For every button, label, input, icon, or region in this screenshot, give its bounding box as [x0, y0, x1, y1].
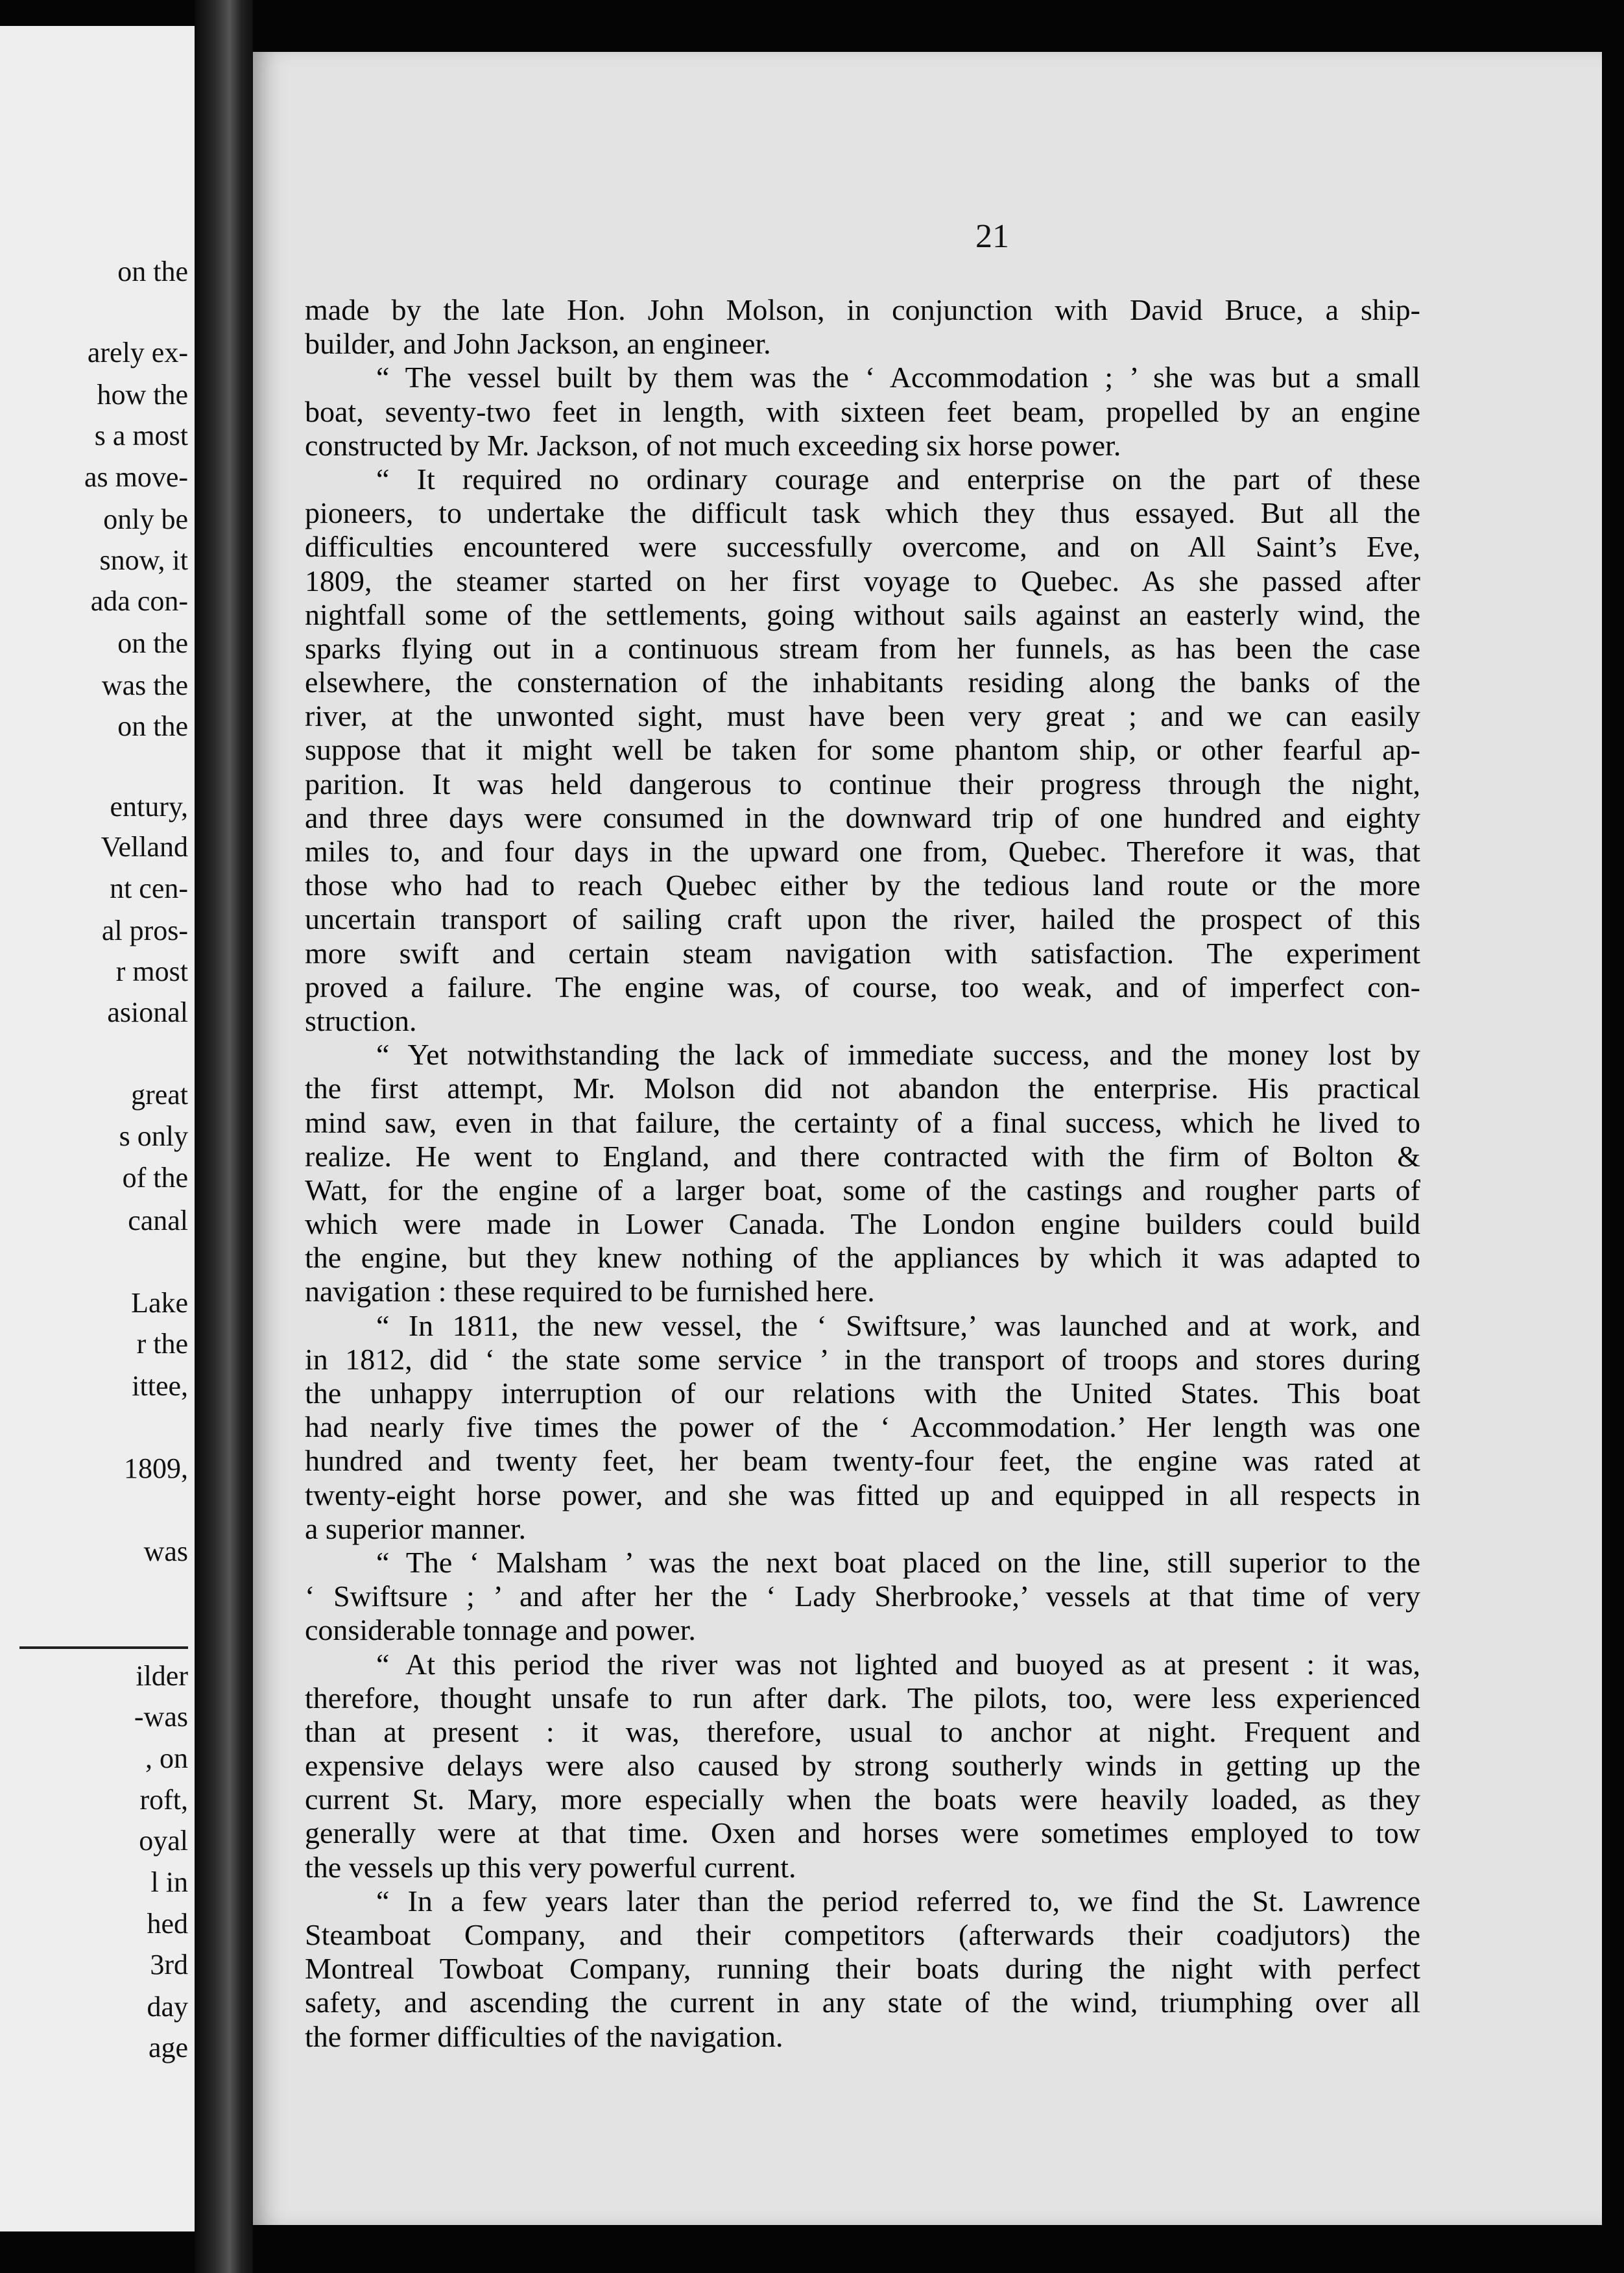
- text-line: ‘ Swiftsure ; ’ and after her the ‘ Lady Sherbrooke,’ vessels at that time of very: [305, 1580, 1420, 1613]
- text-line: made by the late Hon. John Molson, in conjunction with David Bruce, a ship-: [305, 293, 1420, 326]
- text-line: Watt, for the engine of a larger boat, some of the castings and rougher parts of: [305, 1173, 1420, 1207]
- text-line: the first attempt, Mr. Molson did not abandon the enterprise. His practical: [305, 1072, 1420, 1105]
- previous-page-fragment: was: [143, 1535, 188, 1567]
- previous-page-fragment: -was: [134, 1701, 188, 1733]
- previous-page-fragment: asional: [107, 996, 188, 1028]
- text-line: “ Yet notwithstanding the lack of immediate success, and the money lost by: [376, 1038, 1420, 1072]
- paragraph: [305, 1546, 1420, 1648]
- previous-page-fragment: s only: [119, 1120, 188, 1152]
- previous-page-fragment: on the: [117, 256, 188, 287]
- previous-page-fragment: arely ex-: [87, 337, 188, 368]
- paragraph: [305, 1884, 1420, 2054]
- previous-page-fragment: Velland: [101, 831, 188, 863]
- previous-page-fragment: only be: [103, 503, 188, 535]
- text-line: boat, seventy-two feet in length, with sixteen feet beam, propelled by an engine: [305, 394, 1420, 428]
- text-line: pioneers, to undertake the difficult task which they thus essayed. But all the: [305, 496, 1420, 530]
- text-line: “ In 1811, the new vessel, the ‘ Swiftsure,’ was launched and at work, and: [376, 1308, 1420, 1342]
- previous-page-fragment: day: [147, 1991, 188, 2023]
- paragraph: [305, 1648, 1420, 1884]
- previous-page-fragment: how the: [97, 379, 188, 411]
- previous-page-fragment: as move-: [84, 461, 188, 493]
- document-page: [253, 52, 1602, 2225]
- text-line: those who had to reach Quebec either by the tedious land route or the more: [305, 869, 1420, 902]
- text-line: which were made in Lower Canada. The London engine builders could build: [305, 1207, 1420, 1241]
- previous-page-fragment: l in: [150, 1866, 188, 1898]
- previous-page-fragment: snow, it: [99, 544, 188, 576]
- text-line: elsewhere, the consternation of the inhabitants residing along the banks of the: [305, 666, 1420, 699]
- text-line: realize. He went to England, and there contracted with the firm of Bolton &: [305, 1139, 1420, 1173]
- text-line: difficulties encountered were successfully overcome, and on All Saint’s Eve,: [305, 530, 1420, 564]
- paragraph: [305, 463, 1420, 1038]
- text-line: “ In a few years later than the period referred to, we find the St. Lawrence: [376, 1884, 1420, 1918]
- text-line: parition. It was held dangerous to continue their progress through the night,: [305, 767, 1420, 800]
- body-text: [305, 293, 1420, 2054]
- previous-page-fragment: 1809,: [124, 1452, 188, 1484]
- previous-page-fragment: age: [148, 2032, 188, 2063]
- previous-page-fragment: , on: [145, 1742, 188, 1774]
- text-line: the engine, but they knew nothing of the appliances by which it was adapted to: [305, 1241, 1420, 1275]
- text-line: current St. Mary, more especially when the boats were heavily loaded, as they: [305, 1783, 1420, 1816]
- paragraph: [305, 1309, 1420, 1546]
- text-line: suppose that it might well be taken for some phantom ship, or other fearful ap-: [305, 733, 1420, 767]
- previous-page-fragment: al pros-: [101, 915, 188, 946]
- text-line: “ At this period the river was not lighted and buoyed as at present : it was,: [376, 1647, 1420, 1681]
- text-line: the former difficulties of the navigation.: [305, 2019, 783, 2053]
- text-line: therefore, thought unsafe to run after dark. The pilots, too, were less experienced: [305, 1681, 1420, 1714]
- previous-page-fragment: great: [131, 1079, 188, 1111]
- previous-page-fragment: ada con-: [90, 585, 188, 617]
- page-number: 21: [975, 218, 1009, 255]
- text-line: than at present : it was, therefore, usual to anchor at night. Frequent and: [305, 1714, 1420, 1748]
- previous-page-fragment: was the: [101, 669, 188, 701]
- previous-page-fragment: s a most: [94, 420, 188, 451]
- text-line: “ It required no ordinary courage and enterprise on the part of these: [376, 462, 1420, 496]
- paragraph: [305, 1038, 1420, 1309]
- paragraph: [305, 361, 1420, 463]
- text-line: Montreal Towboat Company, running their boats during the night with perfect: [305, 1952, 1420, 1986]
- previous-page-fragment: on the: [117, 710, 188, 742]
- text-line: hundred and twenty feet, her beam twenty-four feet, the engine was rated at: [305, 1444, 1420, 1478]
- text-line: had nearly five times the power of the ‘ Accommodation.’ Her length was one: [305, 1410, 1420, 1444]
- previous-page-edge: [0, 26, 195, 2231]
- text-line: the vessels up this very powerful current.: [305, 1850, 796, 1884]
- previous-page-fragment: ittee,: [132, 1370, 188, 1402]
- text-line: a superior manner.: [305, 1511, 527, 1545]
- previous-page-fragment: oyal: [139, 1825, 188, 1857]
- paragraph: [305, 293, 1420, 361]
- previous-page-fragments: [0, 26, 195, 2231]
- text-line: 1809, the steamer started on her first voyage to Quebec. As she passed after: [305, 564, 1420, 597]
- previous-page-fragment: entury,: [110, 791, 188, 823]
- text-line: expensive delays were also caused by strong southerly winds in getting up the: [305, 1749, 1420, 1783]
- text-line: constructed by Mr. Jackson, of not much exceeding six horse power.: [305, 428, 1121, 462]
- previous-page-fragment: 3rd: [150, 1949, 188, 1980]
- text-line: navigation : these required to be furnished here.: [305, 1275, 875, 1308]
- text-line: river, at the unwonted sight, must have been very great ; and we can easily: [305, 699, 1420, 733]
- previous-page-fragment: r most: [115, 956, 188, 987]
- previous-page-fragment: of the: [122, 1162, 188, 1194]
- previous-page-fragment: nt cen-: [110, 872, 188, 904]
- text-line: “ The vessel built by them was the ‘ Accommodation ; ’ she was but a small: [376, 361, 1420, 394]
- text-line: struction.: [305, 1004, 417, 1037]
- text-line: proved a failure. The engine was, of course, too weak, and of imperfect con-: [305, 970, 1420, 1004]
- text-line: the unhappy interruption of our relations with the United States. This boat: [305, 1377, 1420, 1410]
- text-line: more swift and certain steam navigation with satisfaction. The experiment: [305, 936, 1420, 970]
- text-line: builder, and John Jackson, an engineer.: [305, 327, 771, 361]
- text-line: Steamboat Company, and their competitors (afterwards their coadjutors) the: [305, 1918, 1420, 1951]
- text-line: sparks flying out in a continuous stream from her funnels, as has been the case: [305, 631, 1420, 665]
- previous-page-fragment: canal: [128, 1205, 188, 1236]
- previous-page-fragment: roft,: [139, 1784, 188, 1816]
- previous-page-rule: [19, 1646, 188, 1649]
- previous-page-fragment: Lake: [131, 1287, 188, 1319]
- text-line: miles to, and four days in the upward one from, Quebec. Therefore it was, that: [305, 835, 1420, 868]
- previous-page-fragment: ilder: [136, 1660, 188, 1692]
- text-line: and three days were consumed in the downward trip of one hundred and eighty: [305, 800, 1420, 834]
- text-line: mind saw, even in that failure, the certainty of a final success, which he lived to: [305, 1105, 1420, 1139]
- previous-page-fragment: r the: [136, 1328, 188, 1360]
- text-line: in 1812, did ‘ the state some service ’ in the transport of troops and stores during: [305, 1342, 1420, 1376]
- text-line: uncertain transport of sailing craft upon the river, hailed the prospect of this: [305, 902, 1420, 936]
- text-line: nightfall some of the settlements, going without sails against an easterly wind, the: [305, 597, 1420, 631]
- text-line: safety, and ascending the current in any state of the wind, triumphing over all: [305, 1986, 1420, 2019]
- previous-page-fragment: on the: [117, 627, 188, 659]
- previous-page-fragment: hed: [147, 1908, 188, 1940]
- book-spine: [195, 0, 253, 2273]
- text-line: “ The ‘ Malsham ’ was the next boat placed on the line, still superior to the: [376, 1545, 1420, 1579]
- text-line: twenty-eight horse power, and she was fitted up and equipped in all respects in: [305, 1478, 1420, 1511]
- text-line: considerable tonnage and power.: [305, 1613, 696, 1647]
- text-line: generally were at that time. Oxen and horses were sometimes employed to tow: [305, 1816, 1420, 1850]
